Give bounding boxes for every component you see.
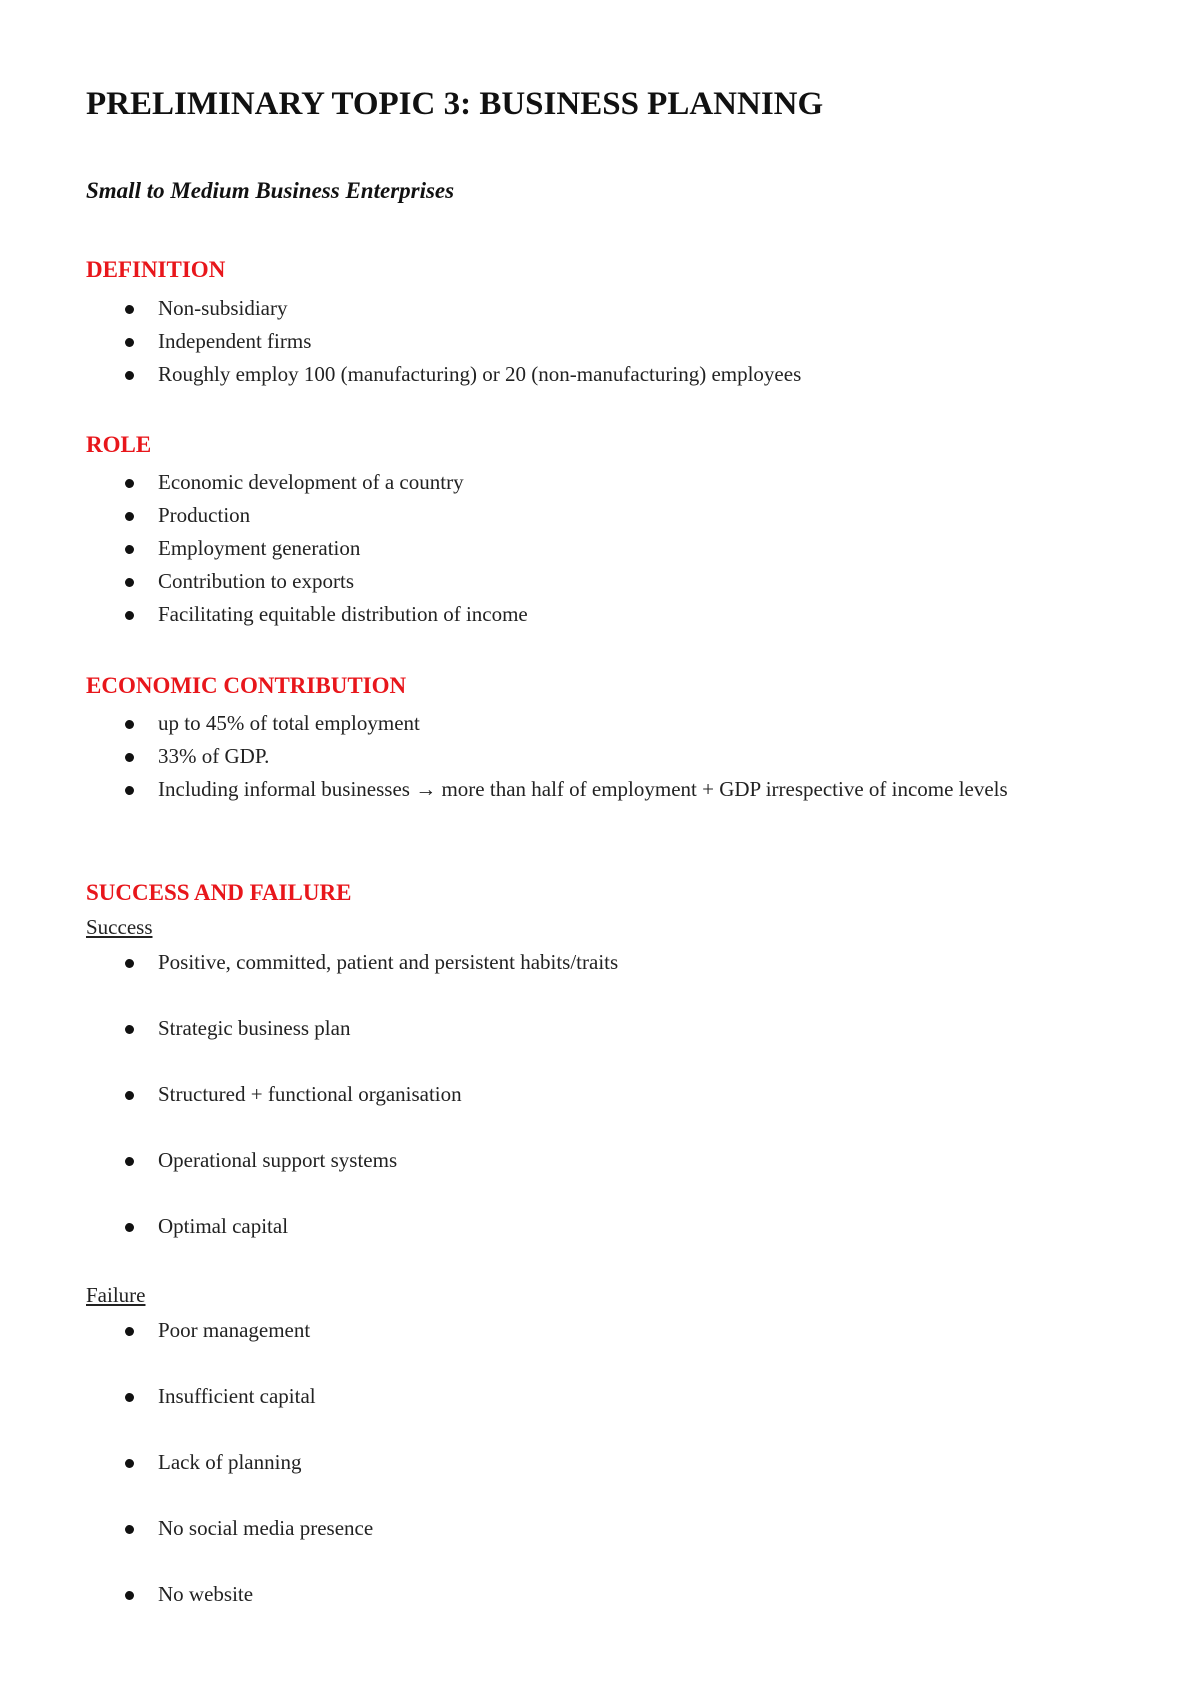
list-item [0, 499, 1088, 532]
list-item-text: Poor management [158, 1318, 311, 1342]
list-item-text: Insufficient capital [158, 1384, 316, 1408]
role-list [0, 466, 1088, 631]
list-item-text: No website [158, 1582, 254, 1606]
bullet-icon [125, 1223, 134, 1232]
list-item [0, 707, 1088, 740]
bullet-icon [125, 786, 134, 795]
list-item-text: Operational support systems [158, 1148, 398, 1172]
bullet-icon [125, 959, 134, 968]
document-title: PRELIMINARY TOPIC 3: BUSINESS PLANNING [86, 86, 824, 122]
list-item-text: Contribution to exports [158, 569, 354, 593]
list-item-text: 33% of GDP. [158, 744, 270, 768]
list-item-text: Lack of planning [158, 1450, 302, 1474]
list-item-text: Production [158, 503, 251, 527]
list-item-text: Strategic business plan [158, 1016, 351, 1040]
list-item-text: Including informal businesses → more than half of employment + GDP irrespective of income levels [158, 777, 1008, 801]
list-item [0, 1012, 1088, 1045]
list-item [0, 292, 1088, 325]
list-item [0, 466, 1088, 499]
section-heading-economic-contribution: ECONOMIC CONTRIBUTION [86, 673, 407, 698]
bullet-icon [125, 512, 134, 521]
bullet-icon [125, 338, 134, 347]
section-heading-definition: DEFINITION [86, 257, 226, 282]
economic-contribution-list [0, 707, 1088, 806]
bullet-icon [125, 1091, 134, 1100]
list-item-text: Roughly employ 100 (manufacturing) or 20 (non-manufacturing) employees [158, 362, 802, 386]
list-item-text: Non-subsidiary [158, 296, 288, 320]
bullet-icon [125, 371, 134, 380]
bullet-icon [125, 1025, 134, 1034]
bullet-icon [125, 1525, 134, 1534]
bullet-icon [125, 1157, 134, 1166]
bullet-icon [125, 1591, 134, 1600]
bullet-icon [125, 1459, 134, 1468]
list-item [0, 1512, 1088, 1545]
list-item [0, 598, 1088, 631]
bullet-icon [125, 545, 134, 554]
list-item-text: Optimal capital [158, 1214, 289, 1238]
list-item [0, 532, 1088, 565]
list-item [0, 1578, 1088, 1611]
list-item [0, 1210, 1088, 1243]
list-item [0, 358, 1088, 391]
list-item-text: Independent firms [158, 329, 312, 353]
bullet-icon [125, 753, 134, 762]
list-item [0, 773, 1088, 806]
list-item [0, 1380, 1088, 1413]
section-heading-success-and-failure: SUCCESS AND FAILURE [86, 880, 352, 905]
definition-list [0, 292, 1088, 391]
bullet-icon [125, 1327, 134, 1336]
list-item [0, 1078, 1088, 1111]
bullet-icon [125, 720, 134, 729]
bullet-icon [125, 305, 134, 314]
failure-subheading: Failure [86, 1283, 146, 1307]
success-list [0, 946, 1088, 1243]
list-item [0, 325, 1088, 358]
list-item-text: Structured + functional organisation [158, 1082, 462, 1106]
failure-list [0, 1314, 1088, 1611]
section-heading-role: ROLE [86, 432, 152, 457]
list-item [0, 1314, 1088, 1347]
bullet-icon [125, 578, 134, 587]
success-subheading: Success [86, 915, 153, 939]
list-item-text: Employment generation [158, 536, 361, 560]
list-item-text: up to 45% of total employment [158, 711, 420, 735]
list-item-text: Economic development of a country [158, 470, 464, 494]
list-item [0, 565, 1088, 598]
list-item-text: Facilitating equitable distribution of income [158, 602, 528, 626]
list-item [0, 1144, 1088, 1177]
list-item-text: Positive, committed, patient and persistent habits/traits [158, 950, 619, 974]
list-item [0, 740, 1088, 773]
list-item-text: No social media presence [158, 1516, 374, 1540]
list-item [0, 946, 1088, 979]
bullet-icon [125, 479, 134, 488]
list-item [0, 1446, 1088, 1479]
bullet-icon [125, 1393, 134, 1402]
document-subtitle: Small to Medium Business Enterprises [86, 178, 455, 203]
bullet-icon [125, 611, 134, 620]
